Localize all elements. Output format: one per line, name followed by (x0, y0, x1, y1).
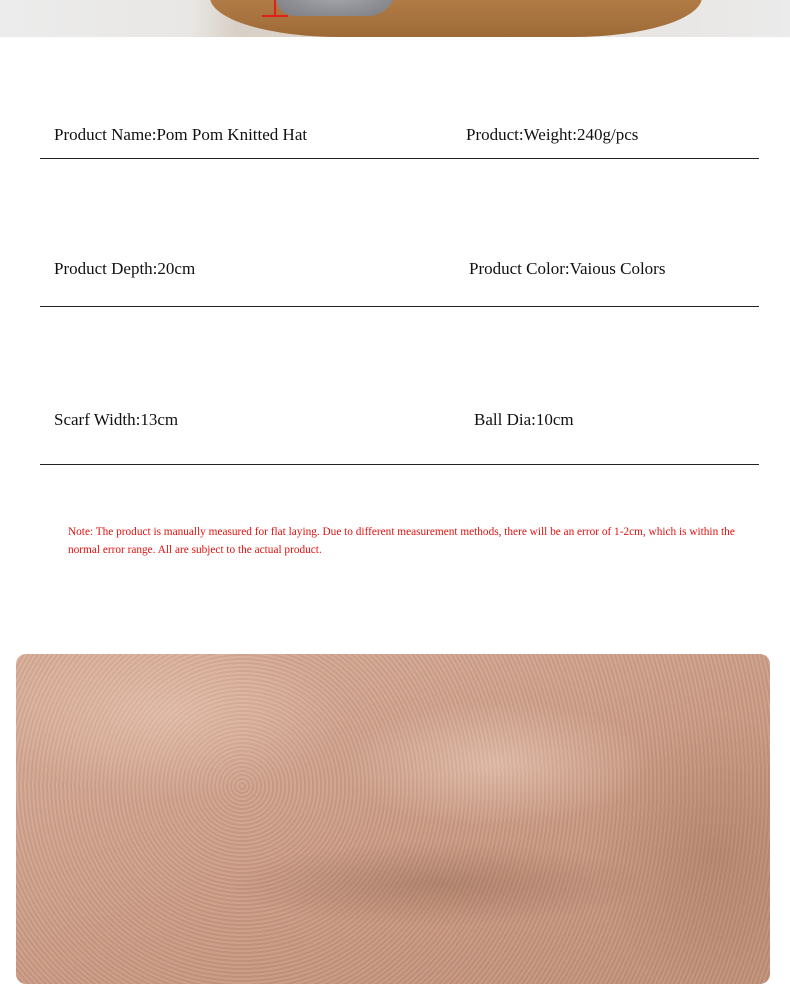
measurement-note: Note: The product is manually measured for flat laying. Due to different measurement methods, there will be an error of 1-2cm, which is within the normal error range. All are subject to the actual product. (68, 526, 735, 556)
spec-row-1 (40, 0, 759, 159)
spec-row-2 (40, 158, 759, 307)
spec-row-3 (40, 306, 759, 465)
fur-fabric-closeup-image (16, 654, 770, 984)
spec-product-depth: Product Depth:20cm (54, 259, 196, 278)
spec-product-color: Product Color:Vaious Colors (469, 259, 666, 278)
spec-product-weight: Product:Weight:240g/pcs (466, 125, 639, 144)
spec-product-name: Product Name:Pom Pom Knitted Hat (54, 125, 308, 144)
spec-ball-diameter: Ball Dia:10cm (474, 410, 574, 429)
spec-scarf-width: Scarf Width:13cm (54, 410, 179, 429)
